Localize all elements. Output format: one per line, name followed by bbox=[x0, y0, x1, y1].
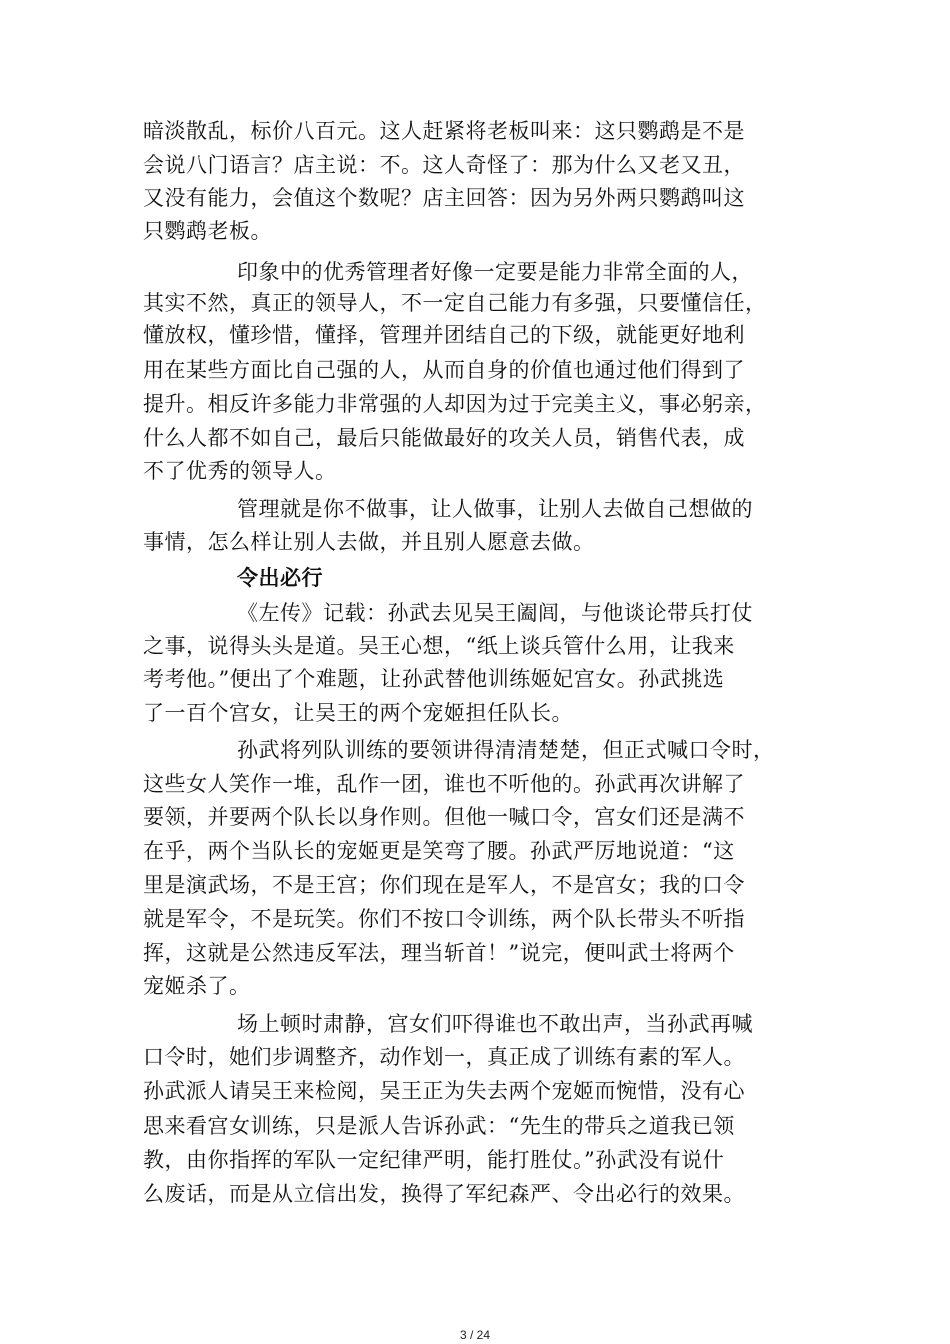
text-line: 场上顿时肃静，宫女们吓得谁也不敢出声，当孙武再喊 bbox=[237, 1012, 753, 1036]
text-line: 《左传》记载：孙武去见吴王阖闾，与他谈论带兵打仗 bbox=[237, 601, 753, 625]
text-line: 会说八门语言？店主说：不。这人奇怪了：那为什么又老又丑， bbox=[143, 153, 745, 177]
text-line: 口令时，她们步调整齐，动作划一，真正成了训练有素的军人。 bbox=[143, 1045, 745, 1069]
text-line: 孙武将列队训练的要领讲得清清楚楚，但正式喊口令时， bbox=[237, 738, 775, 762]
text-line: 在乎，两个当队长的宠姬更是笑弯了腰。孙武严厉地说道：“这 bbox=[143, 839, 735, 863]
text-line: 之事，说得头头是道。吴王心想，“纸上谈兵管什么用，让我来 bbox=[143, 634, 735, 658]
text-line: 挥，这就是公然违反军法，理当斩首！”说完，便叫武士将两个 bbox=[143, 941, 735, 965]
text-line: 提升。相反许多能力非常强的人却因为过于完美主义，事必躬亲， bbox=[143, 392, 767, 416]
text-line: 印象中的优秀管理者好像一定要是能力非常全面的人， bbox=[237, 260, 753, 284]
text-line: 孙武派人请吴王来检阅，吴王正为失去两个宠姬而惋惜，没有心 bbox=[143, 1079, 745, 1103]
text-line: 教，由你指挥的军队一定纪律严明，能打胜仗。”孙武没有说什 bbox=[143, 1148, 725, 1172]
text-line: 只鹦鹉老板。 bbox=[143, 219, 272, 243]
text-line: 什么人都不如自己，最后只能做最好的攻关人员，销售代表，成 bbox=[143, 426, 745, 450]
text-line: 么废话，而是从立信出发，换得了军纪森严、令出必行的效果。 bbox=[143, 1182, 745, 1206]
text-line: 里是演武场，不是王宫；你们现在是军人，不是宫女；我的口令 bbox=[143, 873, 745, 897]
text-line: 事情，怎么样让别人去做，并且别人愿意去做。 bbox=[143, 530, 595, 554]
text-line: 其实不然，真正的领导人，不一定自己能力有多强，只要懂信任， bbox=[143, 291, 767, 315]
section-heading: 令出必行 bbox=[237, 565, 323, 590]
text-line: 宠姬杀了。 bbox=[143, 974, 251, 998]
text-line: 要领，并要两个队长以身作则。但他一喊口令，宫女们还是满不 bbox=[143, 805, 745, 829]
text-line: 这些女人笑作一堆，乱作一团，谁也不听他的。孙武再次讲解了 bbox=[143, 772, 745, 796]
text-line: 管理就是你不做事，让人做事，让别人去做自己想做的 bbox=[237, 497, 753, 521]
text-line: 懂放权，懂珍惜，懂择，管理并团结自己的下级，就能更好地利 bbox=[143, 323, 745, 347]
text-line: 暗淡散乱，标价八百元。这人赶紧将老板叫来：这只鹦鹉是不是 bbox=[143, 119, 745, 143]
text-line: 就是军令，不是玩笑。你们不按口令训练，两个队长带头不听指 bbox=[143, 907, 745, 931]
text-line: 思来看宫女训练，只是派人告诉孙武：“先生的带兵之道我已领 bbox=[143, 1114, 735, 1138]
text-line: 不了优秀的领导人。 bbox=[143, 459, 337, 483]
text-line: 又没有能力，会值这个数呢？店主回答：因为另外两只鹦鹉叫这 bbox=[143, 186, 745, 210]
page-number: 3 / 24 bbox=[459, 1328, 491, 1342]
text-line: 考考他。”便出了个难题，让孙武替他训练姬妃宫女。孙武挑选 bbox=[143, 667, 725, 691]
text-line: 用在某些方面比自己强的人，从而自身的价值也通过他们得到了 bbox=[143, 358, 745, 382]
text-line: 了一百个宫女，让吴王的两个宠姬担任队长。 bbox=[143, 701, 573, 725]
